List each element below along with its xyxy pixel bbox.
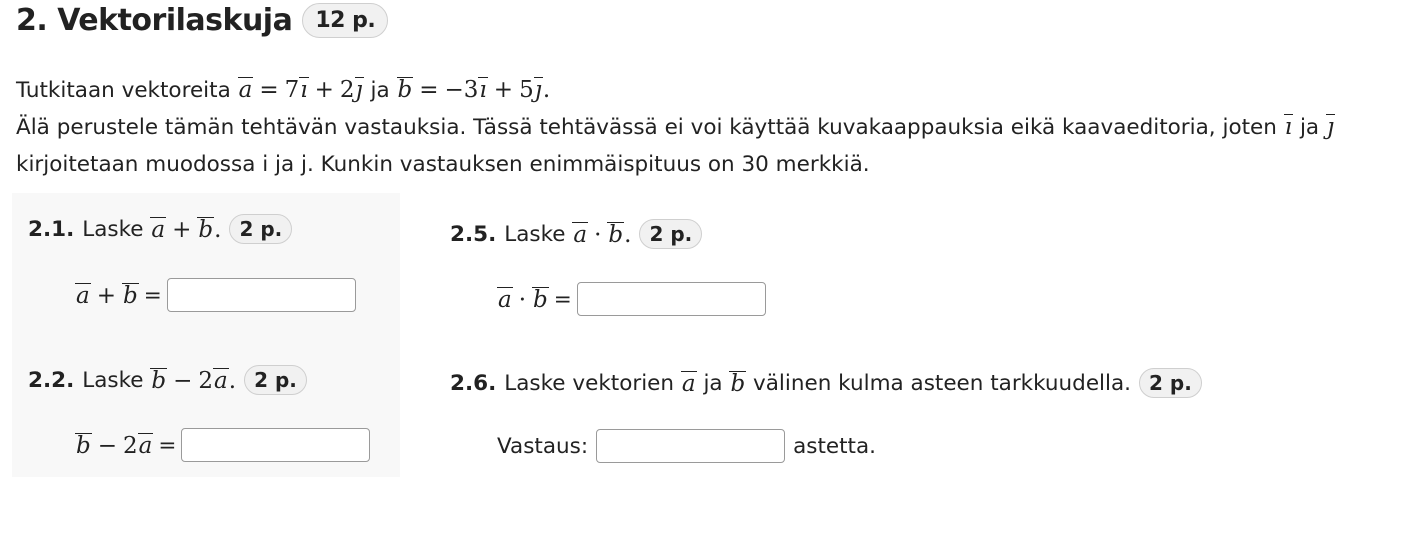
answer-suffix: astetta. bbox=[793, 433, 876, 459]
question-expression: a · b. bbox=[573, 222, 632, 248]
answer-prefix: Vastaus: bbox=[497, 433, 589, 459]
intro-line-3: kirjoitetaan muodossa i ja j. Kunkin vastauksen enimmäispituus on 30 merkkiä. bbox=[16, 152, 870, 177]
answer-input-2-1[interactable] bbox=[167, 278, 356, 312]
answer-label: b − 2a bbox=[76, 433, 153, 459]
intro-prefix: Tutkitaan vektoreita bbox=[16, 78, 231, 103]
question-points-badge: 2 p. bbox=[1139, 368, 1202, 398]
answer-row-2-1: a + b = bbox=[75, 278, 356, 312]
answer-input-2-6[interactable] bbox=[596, 429, 785, 463]
unit-vector-i: ı bbox=[1284, 114, 1293, 140]
question-2-6: 2.6. Laske vektorien a ja b välinen kulma asteen tarkkuudella. 2 p. bbox=[450, 368, 1202, 398]
question-2-2: 2.2. Laske b − 2a. 2 p. bbox=[28, 365, 307, 395]
answer-input-2-2[interactable] bbox=[181, 428, 370, 462]
vector-a-definition: a = 7ı + 2ȷ bbox=[238, 77, 363, 103]
answer-input-2-5[interactable] bbox=[577, 282, 766, 316]
intro-join-word: ja bbox=[370, 78, 390, 103]
question-number: 2.5. bbox=[450, 221, 497, 247]
vector-b-definition: b = −3ı + 5ȷ. bbox=[397, 77, 551, 103]
answer-label: a · b bbox=[498, 287, 548, 313]
question-number: 2.1. bbox=[28, 216, 75, 242]
task-title bbox=[16, 3, 388, 38]
task-title-text: 2. Vektorilaskuja bbox=[16, 3, 293, 38]
question-vector-a: a bbox=[681, 371, 696, 397]
question-2-5: 2.5. Laske a · b. 2 p. bbox=[450, 219, 702, 249]
answer-row-2-5: a · b = bbox=[497, 282, 766, 316]
question-number: 2.2. bbox=[28, 367, 75, 393]
unit-vector-j: ȷ bbox=[1326, 114, 1335, 140]
question-points-badge: 2 p. bbox=[244, 365, 307, 395]
question-number: 2.6. bbox=[450, 370, 497, 396]
question-expression: b − 2a. bbox=[151, 368, 237, 394]
task-points-badge: 12 p. bbox=[302, 3, 388, 38]
answer-row-2-6 bbox=[497, 429, 876, 463]
question-points-badge: 2 p. bbox=[229, 214, 292, 244]
answer-row-2-2: b − 2a = bbox=[75, 428, 370, 462]
question-expression: a + b. bbox=[151, 217, 222, 243]
question-vector-b: b bbox=[730, 371, 746, 397]
intro-line-2: Älä perustele tämän tehtävän vastauksia. Tässä tehtävässä ei voi käyttää kuvakaappauksia eikä kaavaeditoria, joten ı ja ȷ bbox=[16, 114, 1335, 140]
task-intro bbox=[16, 72, 1401, 183]
answer-label: a + b bbox=[76, 283, 138, 309]
question-points-badge: 2 p. bbox=[639, 219, 702, 249]
question-2-1: 2.1. Laske a + b. 2 p. bbox=[28, 214, 292, 244]
intro-line-1 bbox=[16, 72, 1401, 109]
